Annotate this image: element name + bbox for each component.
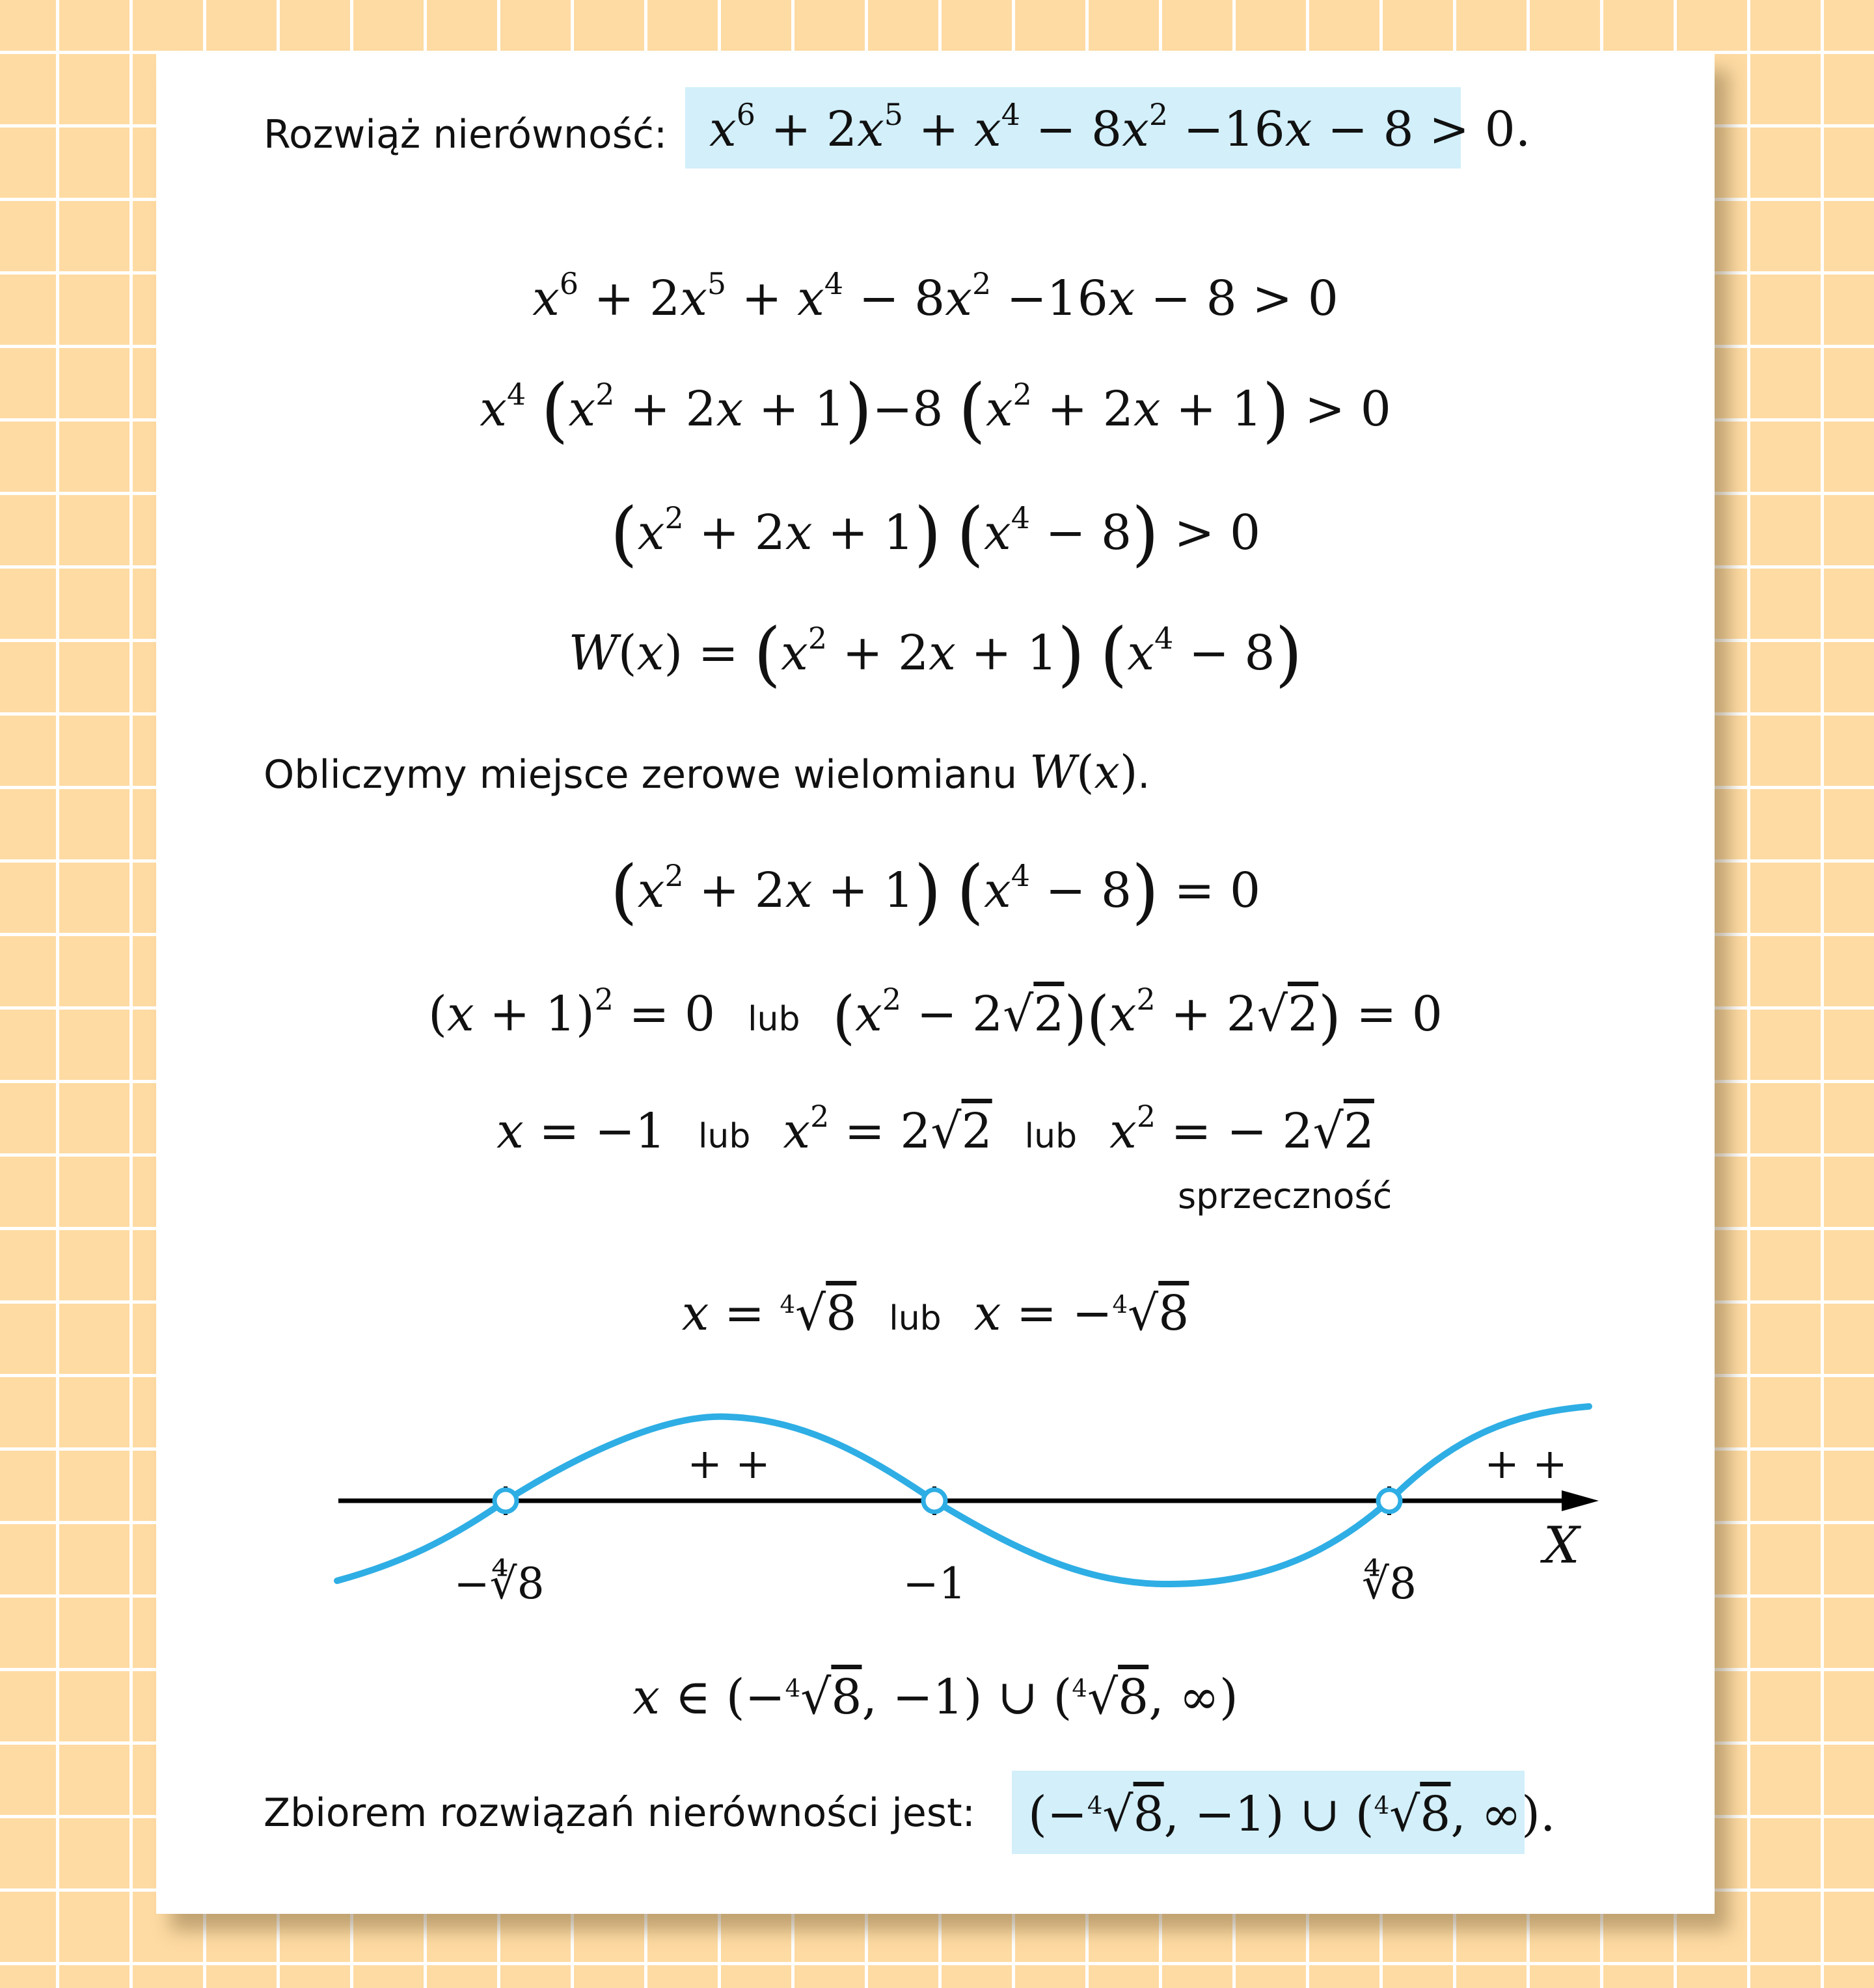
tick-label-minus-one: −1 xyxy=(903,1559,966,1609)
sign-label: + + xyxy=(687,1440,770,1488)
root-point xyxy=(923,1490,945,1512)
task-inequality: $x^6 + 2x^5 + x^4 - 8x^2 -16x - 8 > 0$. xyxy=(709,96,1531,157)
axis-label: X xyxy=(1543,1516,1580,1575)
step-2: $x^4$ $(x^2 + 2x + 1)-8$ $(x^2 + 2x + 1) > 0$ xyxy=(480,369,1391,451)
zeros-intro-end: . xyxy=(1137,752,1150,798)
sign-label: + + xyxy=(1484,1440,1568,1488)
zeros-intro: Obliczymy miejsce zerowe wielomianu W(x). xyxy=(264,746,1150,799)
solution-sheet xyxy=(156,53,1715,1914)
contradiction-note: sprzeczność xyxy=(1178,1175,1392,1216)
step-1: $x^6 + 2x^5 + x^4 - 8x^2 -16x - 8 > 0$ xyxy=(532,265,1338,327)
zeros-eq-3: x = −1 lub $x^2 = 2√2$ lub $x^2$ = − 2√2 xyxy=(496,1098,1374,1159)
root-point xyxy=(1378,1490,1400,1512)
connector-lub: lub xyxy=(698,1117,751,1156)
connector-lub: lub xyxy=(748,1000,800,1039)
tick-label-pos-root: ∜8 xyxy=(1361,1559,1417,1609)
answer-label: Zbiorem rozwiązań nierówności jest: xyxy=(264,1790,975,1836)
task-label: Rozwiąż nierówność: xyxy=(264,112,668,157)
step-4: $W(x) = (x^2 + 2x + 1) (x^4 - 8)$ xyxy=(568,613,1303,695)
answer-value: (−$^4$√8, −1) ∪ ($^4$√8, ∞). xyxy=(1028,1786,1556,1842)
zeros-eq-4: x = $^4$√8 lub x = −$^4$√8 xyxy=(681,1285,1189,1341)
root-point xyxy=(495,1490,517,1512)
axis-arrow xyxy=(1562,1490,1599,1511)
result-set: x ∈ (−$^4$√8, −1) ∪ ($^4$√8, ∞) xyxy=(632,1669,1238,1725)
sign-chart xyxy=(156,53,1715,1914)
tick-label-neg-root: −∜8 xyxy=(454,1559,545,1609)
zeros-intro-text: Obliczymy miejsce zerowe wielomianu xyxy=(264,752,1018,798)
connector-lub: lub xyxy=(1024,1117,1078,1156)
step-3: $(x^2 + 2x + 1) (x^4 - 8) > 0$ xyxy=(610,492,1261,574)
zeros-eq-2: $(x + 1)^2 = 0$ lub $(x^2 - 2√2)(x^2 + 2√2) = 0$ xyxy=(428,981,1443,1051)
connector-lub: lub xyxy=(889,1299,942,1338)
zeros-eq-1: $(x^2 + 2x + 1) (x^4 - 8) = 0$ xyxy=(610,850,1261,932)
